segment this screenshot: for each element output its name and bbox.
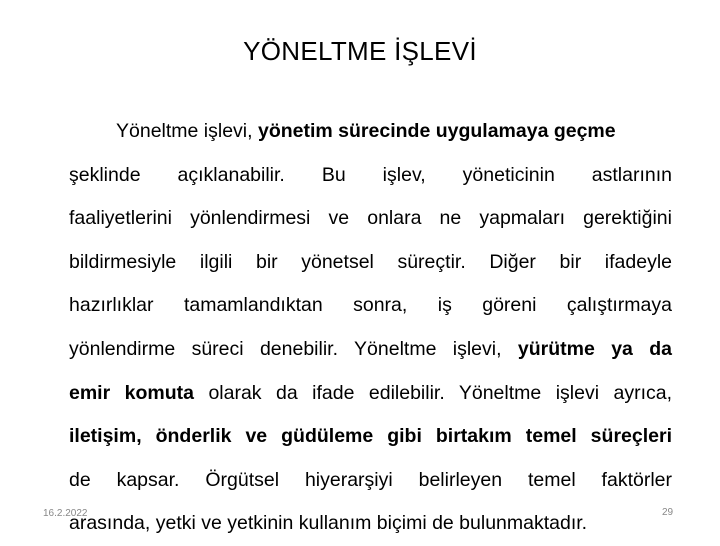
body-line [69, 284, 672, 328]
footer-page-number: 29 [662, 507, 674, 518]
body-line [69, 197, 672, 241]
slide-body-text [69, 110, 672, 546]
body-text-segment: bildirmesiyle ilgili bir yönetsel süreçtir. Diğer bir ifadeyle [69, 250, 672, 273]
body-text-segment: olarak da ifade edilebilir. Yöneltme işlevi ayrıca, [194, 381, 673, 404]
bold-text: yönetim sürecinde uygulamaya geçme [257, 120, 616, 142]
body-line [69, 328, 672, 372]
body-line [69, 415, 672, 459]
body-text-segment: Yöneltme işlevi, [116, 120, 258, 142]
bold-text: yürütme ya da [517, 337, 673, 360]
body-text-segment: arasında, yetki ve yetkinin kullanım biçimi de bulunmaktadır. [69, 512, 588, 535]
body-text-segment: yönlendirme süreci denebilir. Yöneltme işlevi, [69, 337, 518, 360]
body-line [69, 502, 672, 546]
body-line [69, 110, 672, 154]
body-text-segment: de kapsar. Örgütsel hiyerarşiyi belirleyen temel faktörler [69, 468, 672, 491]
bold-text: iletişim, önderlik ve güdüleme gibi birtakım temel süreçleri [69, 425, 672, 448]
slide-title: YÖNELTME İŞLEVİ [243, 36, 477, 66]
bold-text: emir komuta [69, 381, 194, 404]
body-text-segment: şeklinde açıklanabilir. Bu işlev, yöneticinin astlarının [69, 163, 672, 186]
body-text-segment: hazırlıklar tamamlandıktan sonra, iş göreni çalıştırmaya [69, 294, 672, 317]
body-line [69, 241, 672, 285]
body-text-segment: faaliyetlerini yönlendirmesi ve onlara ne yapmaları gerektiğini [69, 207, 672, 230]
body-line [69, 154, 672, 198]
body-line [69, 372, 672, 416]
body-line [69, 459, 672, 503]
footer-date: 16.2.2022 [43, 508, 88, 519]
